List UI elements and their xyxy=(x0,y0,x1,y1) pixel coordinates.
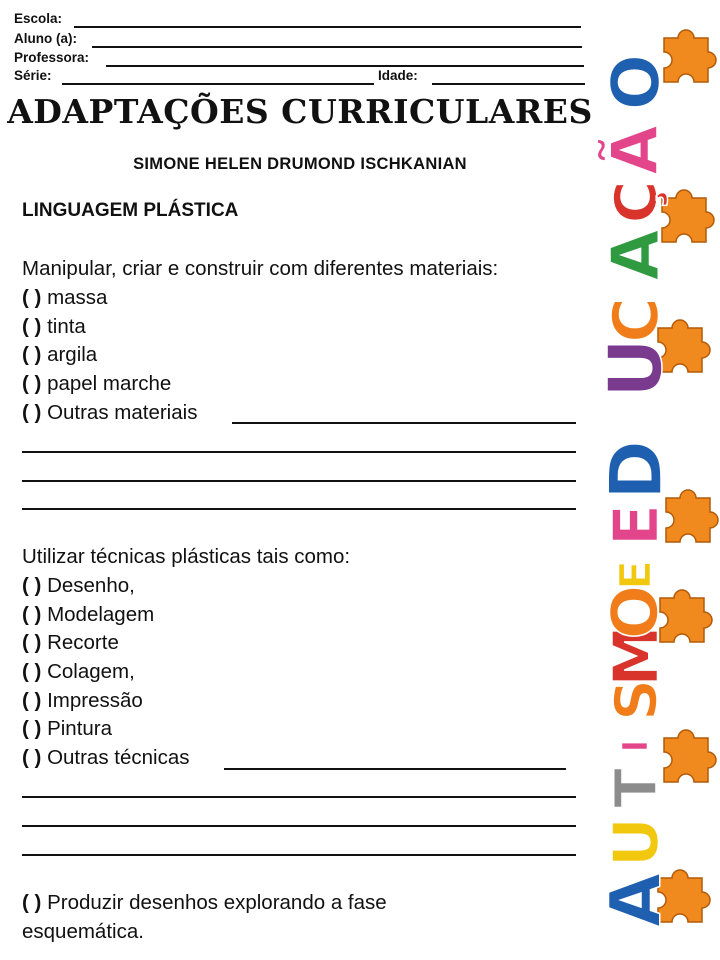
answer-line[interactable] xyxy=(22,854,576,856)
answer-line[interactable] xyxy=(22,508,576,510)
professora-field xyxy=(14,50,584,68)
list-item xyxy=(22,401,197,425)
banner-letter: Ã xyxy=(599,125,673,175)
banner-letter: T xyxy=(602,768,670,808)
item-label: Outras materiais xyxy=(47,401,198,424)
answer-line[interactable] xyxy=(22,825,576,827)
item-label: tinta xyxy=(47,315,86,338)
item-label: Modelagem xyxy=(47,603,155,626)
item-label: massa xyxy=(47,286,108,309)
list-item xyxy=(22,603,154,627)
puzzle-piece-icon xyxy=(664,730,716,782)
checkbox-mark[interactable]: ( ) xyxy=(22,746,42,769)
author-name: SIMONE HELEN DRUMOND ISCHKANIAN xyxy=(133,155,467,173)
checkbox-mark[interactable]: ( ) xyxy=(22,315,42,338)
banner-letter: U xyxy=(599,816,673,868)
item-label: Impressão xyxy=(47,689,143,712)
idade-label: Idade: xyxy=(378,68,418,83)
aluno-input-line[interactable] xyxy=(92,46,582,48)
checkbox-mark[interactable]: ( ) xyxy=(22,660,42,683)
escola-field xyxy=(14,11,584,29)
banner-letter: U xyxy=(593,337,679,399)
banner-letter: E xyxy=(599,503,673,547)
escola-label: Escola: xyxy=(14,11,63,26)
autismo-educacao-banner xyxy=(588,20,720,940)
section-title: LINGUAGEM PLÁSTICA xyxy=(22,200,239,221)
outras-materiais-line[interactable] xyxy=(232,422,576,424)
part3-line1 xyxy=(22,891,387,915)
checkbox-mark[interactable]: ( ) xyxy=(22,631,42,654)
serie-idade-field xyxy=(14,68,589,86)
checkbox-mark[interactable]: ( ) xyxy=(22,689,42,712)
list-item xyxy=(22,717,112,741)
banner-letter: S xyxy=(602,679,670,721)
list-item xyxy=(22,315,86,339)
banner-letter: O xyxy=(597,53,675,111)
item-label: Recorte xyxy=(47,631,119,654)
item-label: Colagem, xyxy=(47,660,135,683)
part2-intro: Utilizar técnicas plásticas tais como: xyxy=(22,545,351,568)
part1-intro: Manipular, criar e construir com diferentes materiais: xyxy=(22,257,499,280)
banner-letter: A xyxy=(595,872,677,928)
escola-input-line[interactable] xyxy=(74,26,581,28)
banner-letter: I xyxy=(615,739,657,753)
banner-letter: M xyxy=(599,625,673,687)
serie-input-line[interactable] xyxy=(62,83,374,85)
idade-input-line[interactable] xyxy=(432,83,585,85)
item-label: Produzir desenhos explorando a fase xyxy=(47,891,387,914)
aluno-label: Aluno (a): xyxy=(14,31,77,46)
checkbox-mark[interactable]: ( ) xyxy=(22,286,42,309)
part3-line2: esquemática. xyxy=(22,920,144,943)
page-title: ADAPTAÇÕES CURRICULARES xyxy=(7,92,593,131)
item-label: argila xyxy=(47,343,98,366)
list-item xyxy=(22,372,171,396)
checkbox-mark[interactable]: ( ) xyxy=(22,372,42,395)
aluno-field xyxy=(14,31,584,49)
professora-input-line[interactable] xyxy=(106,65,584,67)
checkbox-mark[interactable]: ( ) xyxy=(22,574,42,597)
banner-letter: D xyxy=(594,440,678,500)
list-item xyxy=(22,286,107,310)
answer-line[interactable] xyxy=(22,480,576,482)
professora-label: Professora: xyxy=(14,50,90,65)
item-label: Desenho, xyxy=(47,574,135,597)
checkbox-mark[interactable]: ( ) xyxy=(22,343,42,366)
checkbox-mark[interactable]: ( ) xyxy=(22,401,42,424)
outras-tecnicas-line[interactable] xyxy=(224,768,566,770)
list-item xyxy=(22,343,97,367)
checkbox-mark[interactable]: ( ) xyxy=(22,891,42,914)
banner-letter: E xyxy=(610,559,662,591)
answer-line[interactable] xyxy=(22,451,576,453)
banner-letter: A xyxy=(597,229,675,281)
banner-svg xyxy=(588,20,720,940)
list-item xyxy=(22,660,135,684)
checkbox-mark[interactable]: ( ) xyxy=(22,717,42,740)
list-item xyxy=(22,574,135,598)
list-item xyxy=(22,689,143,713)
banner-letter: C xyxy=(599,297,673,343)
banner-letter: Ç xyxy=(602,180,670,224)
serie-label: Série: xyxy=(14,68,52,83)
checkbox-mark[interactable]: ( ) xyxy=(22,603,42,626)
item-label: Outras técnicas xyxy=(47,746,190,769)
list-item xyxy=(22,746,189,770)
banner-letter: O xyxy=(599,584,673,640)
list-item xyxy=(22,631,119,655)
item-label: Pintura xyxy=(47,717,113,740)
item-label: papel marche xyxy=(47,372,172,395)
answer-line[interactable] xyxy=(22,796,576,798)
